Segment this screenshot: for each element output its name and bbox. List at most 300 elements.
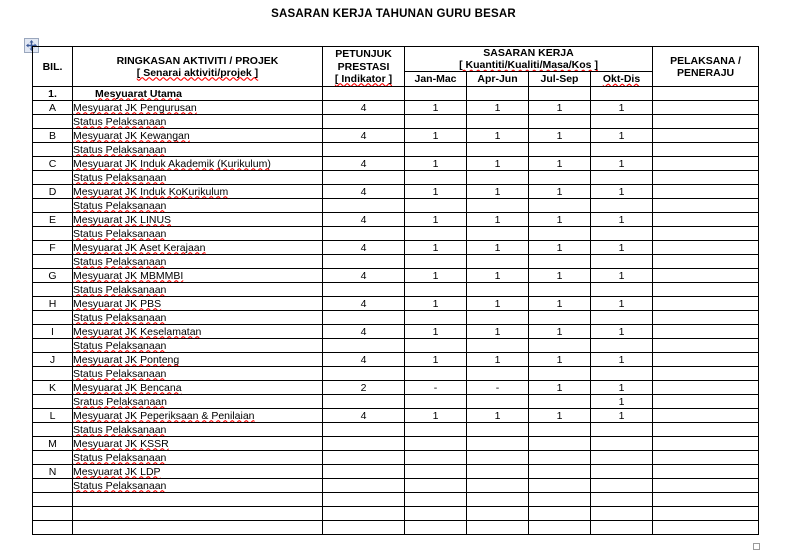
cell-indicator[interactable]: 4 — [323, 353, 405, 367]
cell-executor[interactable] — [653, 325, 759, 339]
cell-quarter-4[interactable] — [591, 171, 653, 185]
cell-bil[interactable] — [33, 199, 73, 213]
table-row[interactable] — [33, 451, 759, 465]
table-row[interactable] — [33, 395, 759, 409]
cell-quarter-3[interactable]: 1 — [529, 269, 591, 283]
cell-bil[interactable] — [33, 255, 73, 269]
cell-indicator[interactable] — [323, 87, 405, 101]
cell-quarter-4[interactable] — [591, 339, 653, 353]
cell-quarter-4[interactable] — [591, 479, 653, 493]
cell-bil[interactable]: B — [33, 129, 73, 143]
cell-activity[interactable] — [73, 367, 323, 381]
cell-activity[interactable] — [73, 213, 323, 227]
cell-quarter-4[interactable]: 1 — [591, 409, 653, 423]
cell-bil[interactable] — [33, 521, 73, 535]
cell-quarter-4[interactable] — [591, 311, 653, 325]
table-row[interactable] — [33, 269, 759, 283]
cell-activity[interactable] — [73, 199, 323, 213]
cell-indicator[interactable]: 4 — [323, 185, 405, 199]
cell-quarter-1[interactable] — [405, 311, 467, 325]
cell-activity[interactable] — [73, 241, 323, 255]
cell-quarter-2[interactable] — [467, 395, 529, 409]
cell-executor[interactable] — [653, 199, 759, 213]
cell-quarter-2[interactable] — [467, 437, 529, 451]
cell-indicator[interactable] — [323, 143, 405, 157]
cell-bil[interactable]: F — [33, 241, 73, 255]
cell-activity[interactable] — [73, 325, 323, 339]
cell-quarter-2[interactable] — [467, 227, 529, 241]
cell-quarter-4[interactable] — [591, 493, 653, 507]
cell-activity[interactable] — [73, 143, 323, 157]
cell-activity[interactable] — [73, 381, 323, 395]
cell-indicator[interactable] — [323, 311, 405, 325]
cell-quarter-3[interactable] — [529, 311, 591, 325]
cell-executor[interactable] — [653, 227, 759, 241]
cell-executor[interactable] — [653, 521, 759, 535]
cell-executor[interactable] — [653, 381, 759, 395]
cell-quarter-2[interactable] — [467, 423, 529, 437]
cell-quarter-3[interactable] — [529, 437, 591, 451]
table-row[interactable] — [33, 283, 759, 297]
cell-executor[interactable] — [653, 115, 759, 129]
cell-quarter-1[interactable] — [405, 115, 467, 129]
cell-quarter-1[interactable]: - — [405, 381, 467, 395]
cell-quarter-4[interactable]: 1 — [591, 157, 653, 171]
cell-bil[interactable] — [33, 115, 73, 129]
cell-quarter-3[interactable] — [529, 255, 591, 269]
cell-quarter-3[interactable]: 1 — [529, 381, 591, 395]
cell-bil[interactable] — [33, 339, 73, 353]
cell-quarter-4[interactable] — [591, 465, 653, 479]
cell-activity[interactable] — [73, 423, 323, 437]
cell-quarter-4[interactable] — [591, 451, 653, 465]
table-row[interactable] — [33, 367, 759, 381]
cell-indicator[interactable]: 4 — [323, 241, 405, 255]
cell-quarter-1[interactable] — [405, 465, 467, 479]
cell-bil[interactable] — [33, 367, 73, 381]
table-row[interactable] — [33, 241, 759, 255]
table-row[interactable] — [33, 493, 759, 507]
cell-quarter-2[interactable] — [467, 283, 529, 297]
cell-quarter-1[interactable]: 1 — [405, 157, 467, 171]
cell-indicator[interactable]: 2 — [323, 381, 405, 395]
cell-quarter-3[interactable] — [529, 227, 591, 241]
cell-quarter-3[interactable] — [529, 367, 591, 381]
cell-quarter-2[interactable]: 1 — [467, 157, 529, 171]
cell-quarter-3[interactable] — [529, 423, 591, 437]
cell-quarter-4[interactable]: 1 — [591, 185, 653, 199]
cell-quarter-4[interactable] — [591, 199, 653, 213]
cell-bil[interactable] — [33, 451, 73, 465]
table-row[interactable] — [33, 115, 759, 129]
activity-text: Mesyuarat JK KSSR — [73, 437, 169, 450]
activity-text: Status Pelaksanaan — [73, 339, 167, 352]
cell-quarter-4[interactable]: 1 — [591, 241, 653, 255]
table-row[interactable] — [33, 409, 759, 423]
cell-quarter-1[interactable] — [405, 423, 467, 437]
cell-bil[interactable] — [33, 143, 73, 157]
cell-activity[interactable] — [73, 437, 323, 451]
table-row[interactable] — [33, 353, 759, 367]
cell-activity[interactable] — [73, 283, 323, 297]
cell-quarter-4[interactable]: 1 — [591, 325, 653, 339]
cell-quarter-4[interactable]: 1 — [591, 129, 653, 143]
cell-quarter-3[interactable] — [529, 451, 591, 465]
cell-quarter-4[interactable]: 1 — [591, 395, 653, 409]
cell-quarter-1[interactable]: 1 — [405, 325, 467, 339]
cell-bil[interactable]: I — [33, 325, 73, 339]
cell-activity[interactable] — [73, 297, 323, 311]
cell-indicator[interactable]: 4 — [323, 409, 405, 423]
cell-quarter-1[interactable] — [405, 339, 467, 353]
cell-indicator[interactable] — [323, 437, 405, 451]
cell-bil[interactable]: G — [33, 269, 73, 283]
cell-quarter-3[interactable]: 1 — [529, 297, 591, 311]
cell-quarter-1[interactable]: 1 — [405, 213, 467, 227]
cell-quarter-2[interactable] — [467, 171, 529, 185]
table-row[interactable] — [33, 199, 759, 213]
cell-quarter-1[interactable] — [405, 521, 467, 535]
cell-quarter-4[interactable] — [591, 521, 653, 535]
cell-activity[interactable] — [73, 101, 323, 115]
table-row[interactable] — [33, 87, 759, 101]
cell-quarter-4[interactable] — [591, 423, 653, 437]
activity-text: Status Pelaksanaan — [73, 171, 167, 184]
cell-quarter-2[interactable] — [467, 507, 529, 521]
column-header-indicator-line1: PETUNJUK — [335, 48, 392, 61]
cell-quarter-3[interactable] — [529, 283, 591, 297]
table-row[interactable] — [33, 297, 759, 311]
column-header-executor — [653, 47, 759, 87]
cell-executor[interactable] — [653, 171, 759, 185]
cell-bil[interactable] — [33, 423, 73, 437]
cell-quarter-3[interactable]: 1 — [529, 157, 591, 171]
cell-quarter-2[interactable] — [467, 367, 529, 381]
table-row[interactable] — [33, 143, 759, 157]
cell-quarter-2[interactable]: 1 — [467, 325, 529, 339]
cell-quarter-3[interactable] — [529, 115, 591, 129]
cell-quarter-1[interactable]: 1 — [405, 241, 467, 255]
cell-indicator[interactable] — [323, 521, 405, 535]
table-row[interactable] — [33, 507, 759, 521]
cell-quarter-2[interactable] — [467, 451, 529, 465]
cell-activity[interactable] — [73, 129, 323, 143]
cell-activity[interactable] — [73, 115, 323, 129]
cell-quarter-1[interactable]: 1 — [405, 353, 467, 367]
table-row[interactable] — [33, 157, 759, 171]
cell-quarter-3[interactable] — [529, 395, 591, 409]
cell-bil[interactable] — [33, 171, 73, 185]
cell-activity[interactable] — [73, 353, 323, 367]
cell-quarter-1[interactable]: 1 — [405, 129, 467, 143]
cell-executor[interactable] — [653, 241, 759, 255]
cell-executor[interactable] — [653, 493, 759, 507]
cell-indicator[interactable] — [323, 171, 405, 185]
cell-quarter-4[interactable] — [591, 367, 653, 381]
cell-quarter-2[interactable]: - — [467, 381, 529, 395]
cell-executor[interactable] — [653, 269, 759, 283]
table-row[interactable] — [33, 171, 759, 185]
cell-activity[interactable] — [73, 395, 323, 409]
table-row[interactable] — [33, 381, 759, 395]
cell-quarter-2[interactable]: 1 — [467, 353, 529, 367]
cell-indicator[interactable]: 4 — [323, 213, 405, 227]
cell-quarter-1[interactable] — [405, 199, 467, 213]
cell-executor[interactable] — [653, 409, 759, 423]
cell-bil[interactable]: A — [33, 101, 73, 115]
cell-quarter-4[interactable] — [591, 283, 653, 297]
cell-quarter-4[interactable]: 1 — [591, 297, 653, 311]
cell-bil[interactable]: E — [33, 213, 73, 227]
cell-bil[interactable]: H — [33, 297, 73, 311]
cell-indicator[interactable] — [323, 507, 405, 521]
cell-quarter-2[interactable]: 1 — [467, 241, 529, 255]
cell-quarter-3[interactable]: 1 — [529, 241, 591, 255]
cell-executor[interactable] — [653, 395, 759, 409]
cell-quarter-1[interactable] — [405, 227, 467, 241]
table-row[interactable] — [33, 339, 759, 353]
cell-activity[interactable] — [73, 521, 323, 535]
table-row[interactable] — [33, 437, 759, 451]
cell-executor[interactable] — [653, 311, 759, 325]
cell-executor[interactable] — [653, 213, 759, 227]
column-header-indicator — [323, 47, 405, 87]
cell-executor[interactable] — [653, 101, 759, 115]
cell-bil[interactable]: M — [33, 437, 73, 451]
cell-quarter-3[interactable] — [529, 521, 591, 535]
cell-executor[interactable] — [653, 297, 759, 311]
cell-executor[interactable] — [653, 367, 759, 381]
cell-activity[interactable] — [73, 451, 323, 465]
cell-quarter-2[interactable] — [467, 115, 529, 129]
cell-indicator[interactable] — [323, 339, 405, 353]
table-row[interactable] — [33, 129, 759, 143]
cell-activity[interactable] — [73, 507, 323, 521]
cell-quarter-1[interactable] — [405, 507, 467, 521]
cell-quarter-4[interactable] — [591, 255, 653, 269]
cell-quarter-2[interactable] — [467, 465, 529, 479]
cell-quarter-3[interactable]: 1 — [529, 185, 591, 199]
cell-quarter-3[interactable]: 1 — [529, 101, 591, 115]
cell-quarter-3[interactable] — [529, 465, 591, 479]
cell-quarter-1[interactable] — [405, 367, 467, 381]
cell-quarter-1[interactable]: 1 — [405, 269, 467, 283]
cell-quarter-4[interactable]: 1 — [591, 269, 653, 283]
cell-quarter-4[interactable] — [591, 87, 653, 101]
cell-quarter-3[interactable]: 1 — [529, 353, 591, 367]
cell-quarter-1[interactable]: 1 — [405, 297, 467, 311]
cell-quarter-3[interactable] — [529, 479, 591, 493]
cell-executor[interactable] — [653, 185, 759, 199]
cell-indicator[interactable]: 4 — [323, 297, 405, 311]
column-header-executor-line1: PELAKSANA / — [670, 54, 741, 67]
cell-activity[interactable] — [73, 465, 323, 479]
cell-indicator[interactable] — [323, 395, 405, 409]
cell-quarter-2[interactable] — [467, 493, 529, 507]
cell-quarter-3[interactable] — [529, 493, 591, 507]
cell-quarter-2[interactable] — [467, 311, 529, 325]
cell-executor[interactable] — [653, 465, 759, 479]
cell-activity[interactable] — [73, 479, 323, 493]
cell-indicator[interactable] — [323, 479, 405, 493]
cell-quarter-4[interactable] — [591, 227, 653, 241]
cell-quarter-2[interactable]: 1 — [467, 101, 529, 115]
cell-bil[interactable]: L — [33, 409, 73, 423]
cell-bil[interactable]: C — [33, 157, 73, 171]
cell-indicator[interactable] — [323, 451, 405, 465]
cell-indicator[interactable]: 4 — [323, 101, 405, 115]
cell-quarter-2[interactable]: 1 — [467, 269, 529, 283]
cell-quarter-1[interactable] — [405, 283, 467, 297]
table-row[interactable] — [33, 465, 759, 479]
cell-activity[interactable] — [73, 255, 323, 269]
cell-quarter-3[interactable]: 1 — [529, 325, 591, 339]
cell-activity[interactable] — [73, 409, 323, 423]
cell-quarter-4[interactable]: 1 — [591, 213, 653, 227]
cell-quarter-2[interactable] — [467, 521, 529, 535]
cell-executor[interactable] — [653, 157, 759, 171]
cell-indicator[interactable] — [323, 255, 405, 269]
cell-bil[interactable] — [33, 283, 73, 297]
cell-bil[interactable]: 1. — [33, 87, 73, 101]
cell-quarter-1[interactable] — [405, 437, 467, 451]
cell-quarter-3[interactable] — [529, 199, 591, 213]
cell-quarter-1[interactable]: 1 — [405, 185, 467, 199]
table-row[interactable] — [33, 521, 759, 535]
cell-indicator[interactable] — [323, 423, 405, 437]
cell-executor[interactable] — [653, 423, 759, 437]
cell-bil[interactable] — [33, 493, 73, 507]
cell-bil[interactable]: N — [33, 465, 73, 479]
cell-quarter-4[interactable]: 1 — [591, 381, 653, 395]
cell-quarter-4[interactable] — [591, 437, 653, 451]
cell-quarter-2[interactable]: 1 — [467, 185, 529, 199]
cell-activity[interactable] — [73, 185, 323, 199]
cell-bil[interactable]: K — [33, 381, 73, 395]
cell-executor[interactable] — [653, 255, 759, 269]
cell-indicator[interactable] — [323, 283, 405, 297]
table-row[interactable] — [33, 213, 759, 227]
cell-quarter-2[interactable]: 1 — [467, 213, 529, 227]
table-row[interactable] — [33, 255, 759, 269]
cell-quarter-4[interactable] — [591, 507, 653, 521]
cell-bil[interactable]: J — [33, 353, 73, 367]
cell-activity[interactable] — [73, 311, 323, 325]
cell-quarter-1[interactable] — [405, 395, 467, 409]
cell-quarter-1[interactable] — [405, 87, 467, 101]
cell-executor[interactable] — [653, 339, 759, 353]
cell-quarter-2[interactable]: 1 — [467, 297, 529, 311]
cell-executor[interactable] — [653, 353, 759, 367]
cell-quarter-1[interactable] — [405, 143, 467, 157]
cell-quarter-2[interactable]: 1 — [467, 409, 529, 423]
cell-executor[interactable] — [653, 507, 759, 521]
cell-quarter-1[interactable] — [405, 451, 467, 465]
cell-bil[interactable] — [33, 479, 73, 493]
cell-activity[interactable] — [73, 171, 323, 185]
cell-quarter-4[interactable]: 1 — [591, 101, 653, 115]
cell-indicator[interactable]: 4 — [323, 129, 405, 143]
cell-indicator[interactable] — [323, 367, 405, 381]
cell-quarter-2[interactable] — [467, 479, 529, 493]
cell-indicator[interactable] — [323, 493, 405, 507]
table-row[interactable] — [33, 101, 759, 115]
cell-quarter-3[interactable]: 1 — [529, 409, 591, 423]
cell-quarter-1[interactable]: 1 — [405, 101, 467, 115]
cell-quarter-2[interactable] — [467, 199, 529, 213]
cell-quarter-2[interactable] — [467, 339, 529, 353]
cell-indicator[interactable] — [323, 115, 405, 129]
cell-quarter-3[interactable] — [529, 171, 591, 185]
table-row[interactable] — [33, 311, 759, 325]
activity-text: Mesyuarat JK Ponteng — [73, 353, 180, 366]
activity-text: Mesyuarat JK Keselamatan — [73, 325, 202, 338]
table-row[interactable] — [33, 325, 759, 339]
table-row[interactable] — [33, 227, 759, 241]
activity-text: Status Pelaksanaan — [73, 367, 167, 380]
cell-executor[interactable] — [653, 129, 759, 143]
cell-executor[interactable] — [653, 283, 759, 297]
cell-executor[interactable] — [653, 437, 759, 451]
cell-quarter-1[interactable] — [405, 479, 467, 493]
table-row[interactable] — [33, 185, 759, 199]
cell-quarter-1[interactable] — [405, 171, 467, 185]
table-row[interactable] — [33, 479, 759, 493]
cell-quarter-3[interactable] — [529, 143, 591, 157]
cell-indicator[interactable] — [323, 199, 405, 213]
cell-indicator[interactable]: 4 — [323, 157, 405, 171]
cell-executor[interactable] — [653, 451, 759, 465]
cell-quarter-2[interactable]: 1 — [467, 129, 529, 143]
cell-quarter-4[interactable] — [591, 115, 653, 129]
cell-quarter-3[interactable] — [529, 339, 591, 353]
cell-bil[interactable] — [33, 507, 73, 521]
cell-activity[interactable] — [73, 493, 323, 507]
cell-quarter-4[interactable]: 1 — [591, 353, 653, 367]
cell-quarter-2[interactable] — [467, 87, 529, 101]
cell-activity[interactable] — [73, 87, 323, 101]
cell-executor[interactable] — [653, 87, 759, 101]
cell-indicator[interactable]: 4 — [323, 269, 405, 283]
cell-quarter-3[interactable]: 1 — [529, 129, 591, 143]
cell-bil[interactable]: D — [33, 185, 73, 199]
table-row[interactable] — [33, 423, 759, 437]
cell-activity[interactable] — [73, 157, 323, 171]
cell-executor[interactable] — [653, 479, 759, 493]
cell-indicator[interactable]: 4 — [323, 325, 405, 339]
cell-indicator[interactable] — [323, 465, 405, 479]
table-resize-handle-icon[interactable] — [753, 543, 760, 550]
cell-quarter-3[interactable] — [529, 87, 591, 101]
cell-bil[interactable] — [33, 395, 73, 409]
cell-activity[interactable] — [73, 227, 323, 241]
cell-quarter-2[interactable] — [467, 255, 529, 269]
cell-activity[interactable] — [73, 269, 323, 283]
cell-quarter-1[interactable] — [405, 255, 467, 269]
cell-quarter-3[interactable]: 1 — [529, 213, 591, 227]
cell-quarter-3[interactable] — [529, 507, 591, 521]
cell-bil[interactable] — [33, 227, 73, 241]
cell-quarter-1[interactable] — [405, 493, 467, 507]
cell-quarter-4[interactable] — [591, 143, 653, 157]
cell-quarter-1[interactable]: 1 — [405, 409, 467, 423]
cell-indicator[interactable] — [323, 227, 405, 241]
activity-text: Mesyuarat Utama — [95, 87, 182, 100]
cell-bil[interactable] — [33, 311, 73, 325]
cell-quarter-2[interactable] — [467, 143, 529, 157]
cell-executor[interactable] — [653, 143, 759, 157]
cell-activity[interactable] — [73, 339, 323, 353]
